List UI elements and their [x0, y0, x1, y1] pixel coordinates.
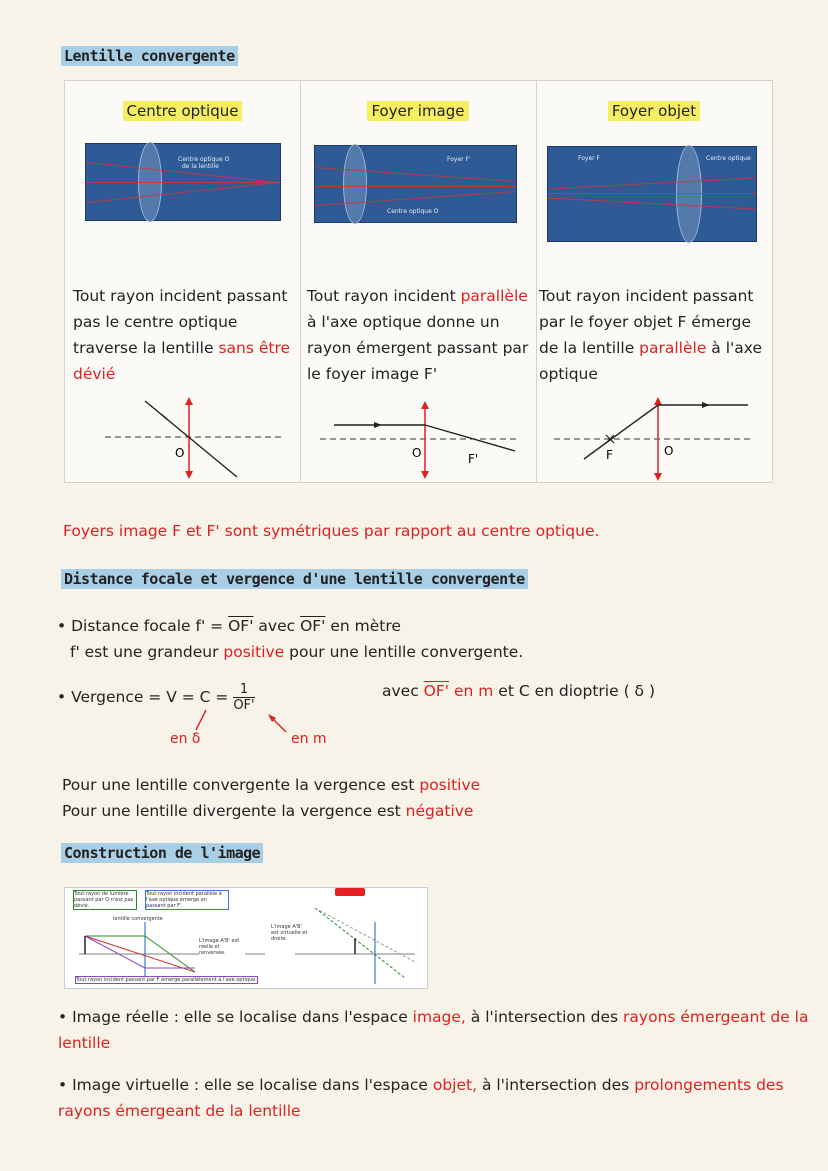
fraction-denominator: OF': [233, 698, 255, 713]
photo-label: de la lentille: [182, 163, 219, 170]
bullet-image-virtuelle: • Image virtuelle : elle se localise dans l'espace objet, à l'intersection des prolongements des rayons émergeant de la lentille: [58, 1076, 784, 1120]
bullet-image-reelle: • Image réelle : elle se localise dans l'espace image, à l'intersection des rayons émergeant de la lentille: [58, 1008, 809, 1052]
ray-diagram-centre: [105, 393, 285, 481]
photo-label: Centre optique O: [387, 208, 439, 215]
section-title-construction: Construction de l'image: [61, 843, 263, 863]
diagram-label: F: [606, 448, 613, 462]
diagram-label: O: [175, 446, 185, 460]
diagram-label: F': [468, 452, 479, 466]
column-text: Tout rayon incident passant pas le centre optique traverse la lentille sans être dévié: [73, 287, 291, 383]
column-text: Tout rayon incident parallèle à l'axe optique donne un rayon émergent passant par le foyer image F': [307, 287, 529, 383]
ray-diagram-foyer-image: [320, 399, 525, 481]
construction-label: lentille convergente: [113, 916, 163, 922]
lens-photo: [314, 145, 517, 223]
column-centre-optique: [65, 81, 301, 482]
construction-label: L'image A'B' est virtuelle et droite.: [271, 924, 311, 942]
column-heading: Centre optique: [123, 101, 243, 121]
column-foyer-image: [300, 81, 537, 482]
focal-line-1: • Distance focale f' = OF' avec OF' en mètre: [57, 617, 401, 635]
symmetry-note: Foyers image F et F' sont symétriques par rapport au centre optique.: [63, 522, 600, 540]
photo-label: Foyer F: [578, 155, 600, 162]
photo-label: Centre optique O: [178, 156, 230, 163]
note-en-delta: en δ: [170, 731, 201, 747]
column-heading: Foyer image: [367, 101, 468, 121]
sign-line-1: Pour une lentille convergente la vergence est positive: [62, 776, 481, 794]
construction-label: Tout rayon incident passant par F émerge parallèlement à l'axe optique.: [76, 977, 257, 983]
column-foyer-objet: [536, 81, 772, 482]
focal-line-2: f' est une grandeur positive pour une lentille convergente.: [70, 643, 524, 661]
fraction-numerator: 1: [233, 682, 254, 698]
lens-photo: [547, 146, 757, 242]
construction-label: Tout rayon incident parallèle à l'axe optique émerge en passant par F'.: [145, 890, 229, 910]
photo-label: Foyer F': [447, 156, 471, 163]
note-en-m: en m: [291, 731, 327, 747]
column-heading: Foyer objet: [608, 101, 700, 121]
diagram-label: O: [664, 444, 674, 458]
section-title-distance-focale: Distance focale et vergence d'une lentille convergente: [61, 569, 528, 589]
construction-label: L'image A'B' est réelle et renversée.: [199, 938, 245, 956]
section-title-lentille-convergente: Lentille convergente: [61, 46, 238, 66]
lens-photo: [85, 143, 281, 221]
photo-label: Centre optique: [706, 155, 751, 162]
ray-diagram-foyer-objet: [554, 393, 752, 481]
column-text: Tout rayon incident passant par le foyer objet F émerge de la lentille parallèle à l'axe optique: [539, 287, 763, 383]
construction-image: [64, 887, 428, 989]
vergence-units: avec OF' en m et C en dioptrie ( δ ): [382, 682, 655, 700]
diagram-label: O: [412, 446, 422, 460]
lens-properties-table: [64, 80, 773, 483]
sign-line-2: Pour une lentille divergente la vergence est négative: [62, 802, 474, 820]
construction-label: Tout rayon de lumière passant par O n'est pas dévié.: [73, 890, 137, 910]
vergence-formula: • Vergence = V = C = $\frac{1}{OF'}$: [57, 682, 255, 713]
